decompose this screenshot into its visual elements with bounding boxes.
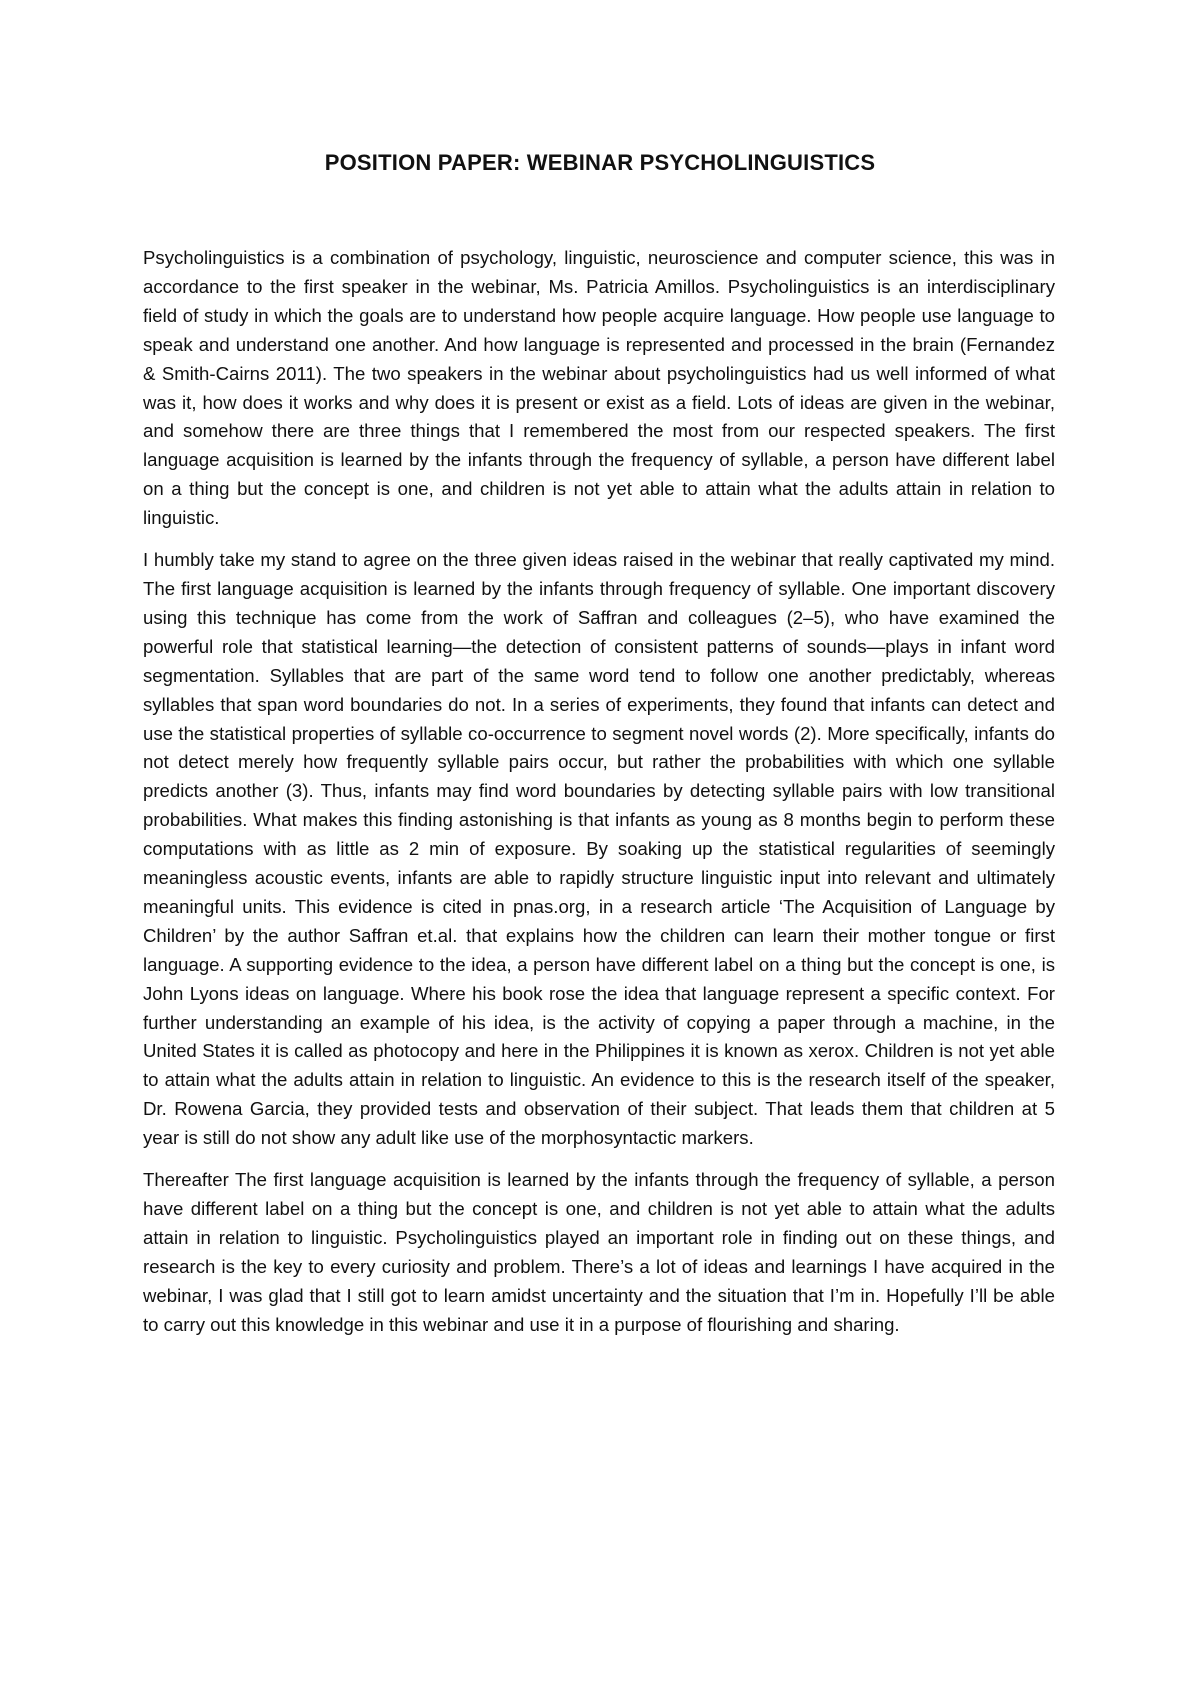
paragraph-position: I humbly take my stand to agree on the three given ideas raised in the webinar that really captivated my mind. The first language acquisition is learned by the infants through frequency of syllable. One important discovery using this technique has come from the work of Saffran and colleagues (2–5), who have examined the powerful role that statistical learning—the detection of consistent patterns of sounds—plays in infant word segmentation. Syllables that are part of the same word tend to follow one another predictably, whereas syllables that span word boundaries do not. In a series of experiments, they found that infants can detect and use the statistical properties of syllable co-occurrence to segment novel words (2). More specifically, infants do not detect merely how frequently syllable pairs occur, but rather the probabilities with which one syllable predicts another (3). Thus, infants may find word boundaries by detecting syllable pairs with low transitional probabilities. What makes this finding astonishing is that infants as young as 8 months begin to perform these computations with as little as 2 min of exposure. By soaking up the statistical regularities of seemingly meaningless acoustic events, infants are able to rapidly structure linguistic input into relevant and ultimately meaningful units. This evidence is cited in pnas.org, in a research article ‘The Acquisition of Language by Children’ by the author Saffran et.al. that explains how the children can learn their mother tongue or first language. A supporting evidence to the idea, a person have different label on a thing but the concept is one, is John Lyons ideas on language. Where his book rose the idea that language represent a specific context. For further understanding an example of his idea, is the activity of copying a paper through a machine, in the United States it is called as photocopy and here in the Philippines it is known as xerox. Children is not yet able to attain what the adults attain in relation to linguistic. An evidence to this is the research itself of the speaker, Dr. Rowena Garcia, they provided tests and observation of their subject. That leads them that children at 5 year is still do not show any adult like use of the morphosyntactic markers.	[143, 549, 1055, 1149]
document-body	[143, 244, 1055, 1353]
paragraph-introduction: Psycholinguistics is a combination of psychology, linguistic, neuroscience and computer science, this was in accordance to the first speaker in the webinar, Ms. Patricia Amillos. Psycholinguistics is an interdisciplinary field of study in which the goals are to understand how people acquire language. How people use language to speak and understand one another. And how language is represented and processed in the brain (Fernandez & Smith-Cairns 2011). The two speakers in the webinar about psycholinguistics had us well informed of what was it, how does it works and why does it is present or exist as a field. Lots of ideas are given in the webinar, and somehow there are three things that I remembered the most from our respected speakers. The first language acquisition is learned by the infants through the frequency of syllable, a person have different label on a thing but the concept is one, and children is not yet able to attain what the adults attain in relation to linguistic.	[143, 247, 1055, 529]
paragraph-conclusion: Thereafter The first language acquisition is learned by the infants through the frequency of syllable, a person have different label on a thing but the concept is one, and children is not yet able to attain what the adults attain in relation to linguistic. Psycholinguistics played an important role in finding out on these things, and research is the key to every curiosity and problem. There’s a lot of ideas and learnings I have acquired in the webinar, I was glad that I still got to learn amidst uncertainty and the situation that I’m in. Hopefully I’ll be able to carry out this knowledge in this webinar and use it in a purpose of flourishing and sharing.	[143, 1169, 1055, 1335]
document-title: POSITION PAPER: WEBINAR PSYCHOLINGUISTICS	[324, 150, 876, 175]
